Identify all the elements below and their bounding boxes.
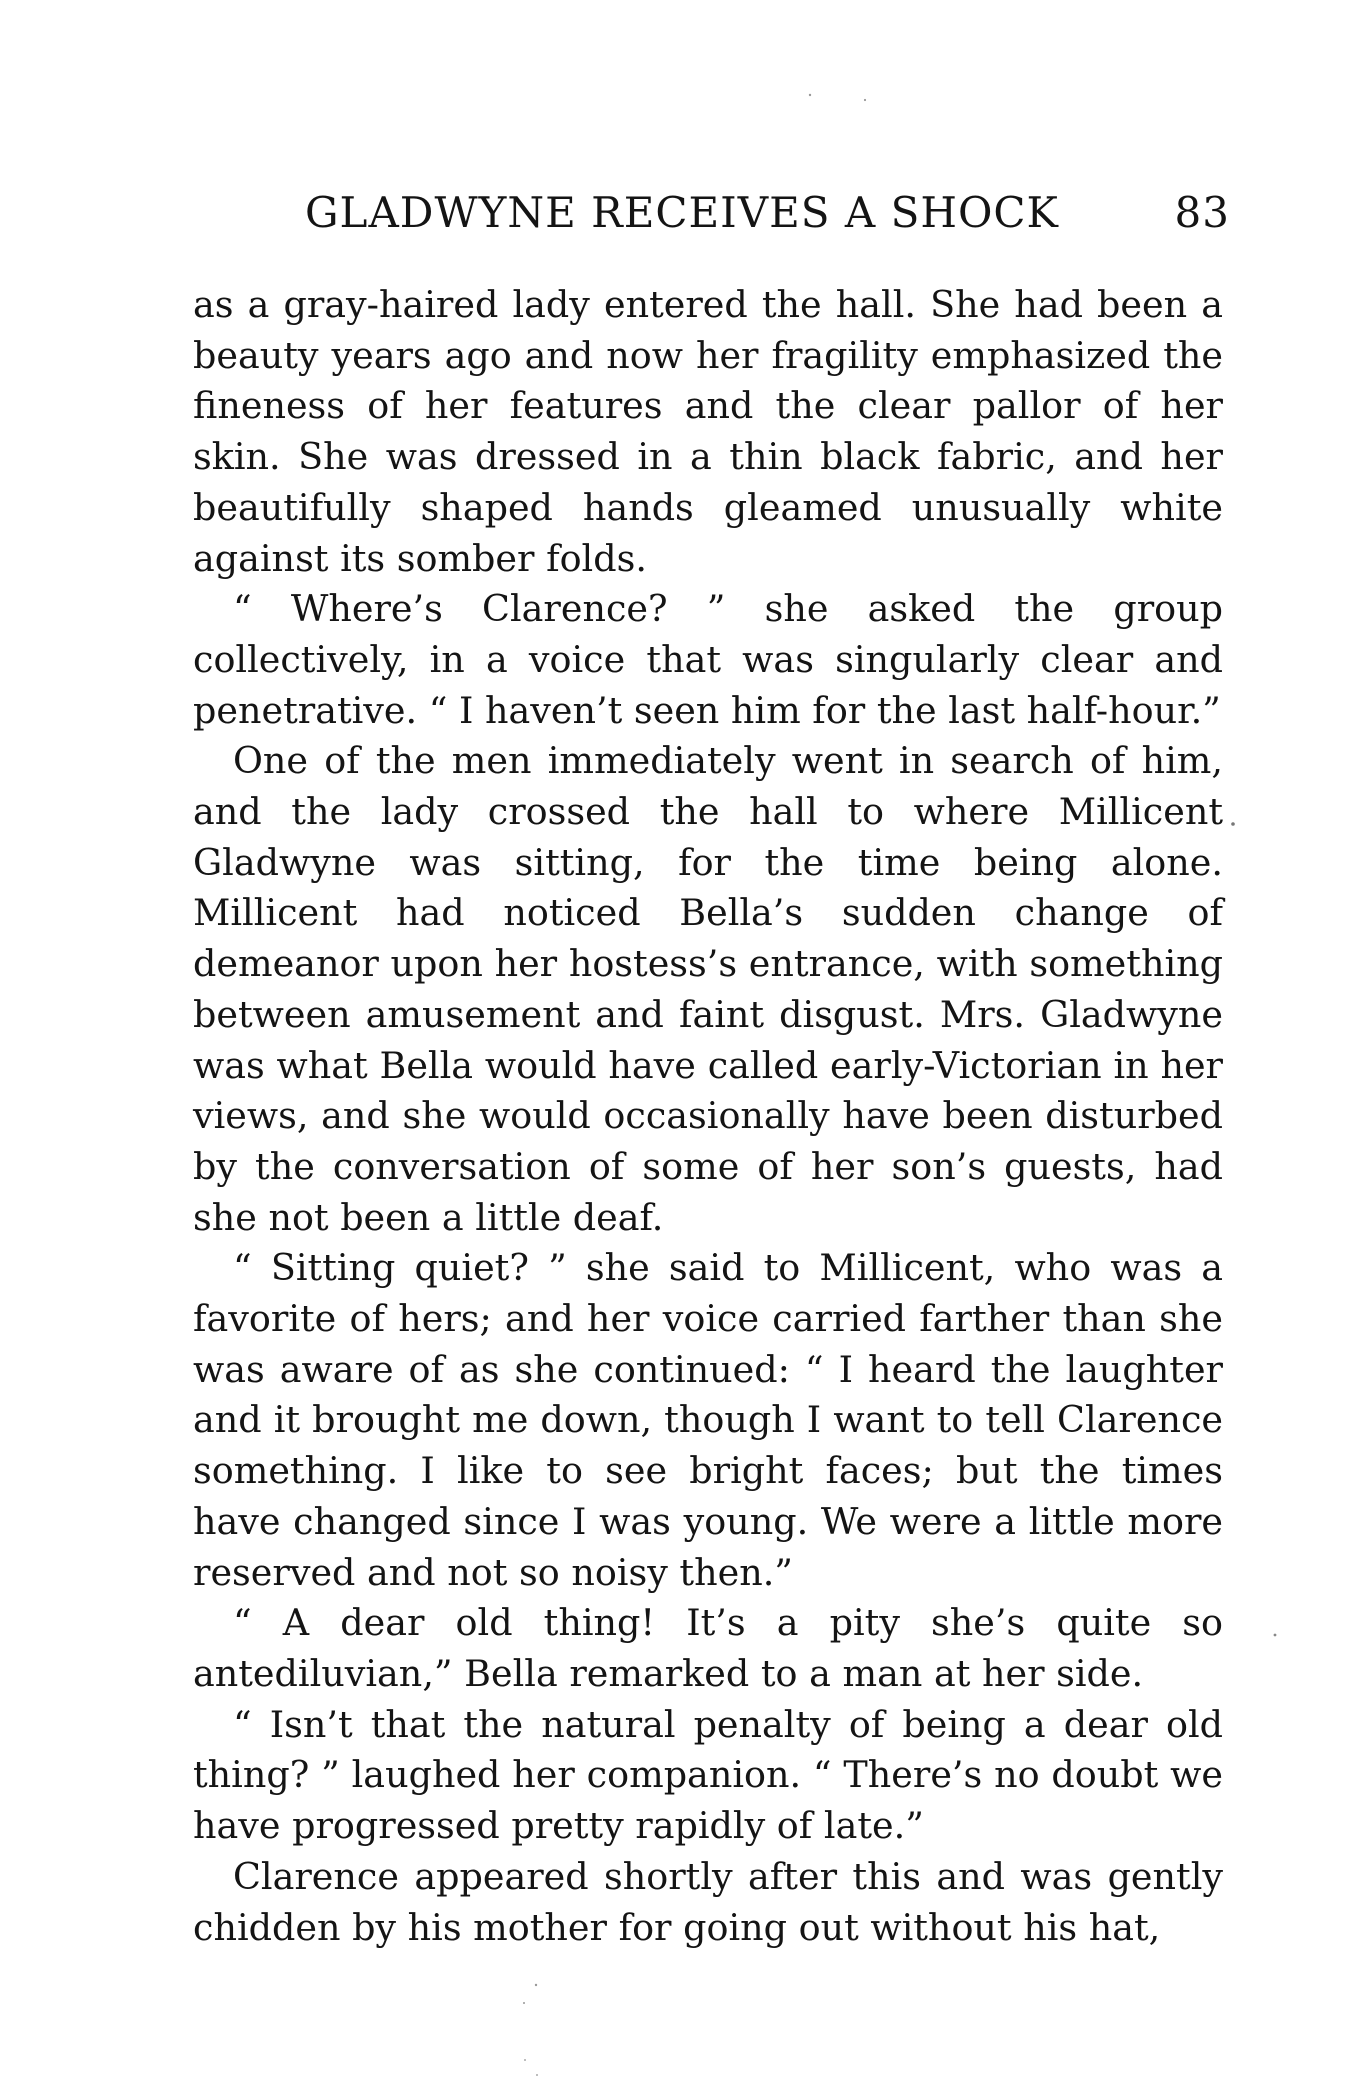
paragraph: “ Sitting quiet? ” she said to Millicent, who was a favorite of hers; and her voice carried farther than she was aware of as she continued: “ I heard the laughter and it brought me down, though I want to tell Clarence something. I like to see bright faces; but the times have changed since I was young. We were a little more reserved and not so noisy then.”	[193, 1246, 1223, 1594]
paragraph: One of the men immediately went in search of him, and the lady crossed the hall to where Millicent Gladwyne was sitting, for the time being alone. Millicent had noticed Bella’s sudden change of demeanor upon her hostess’s entrance, with something between amusement and faint disgust. Mrs. Gladwyne was what Bella would have called early-Victorian in her views, and she would occasionally have been disturbed by the conversation of some of her son’s guests, had she not been a little deaf.	[193, 739, 1223, 1239]
paragraph: “ Isn’t that the natural penalty of being a dear old thing? ” laughed her companion. “ There’s no doubt we have progressed pretty rapidly of late.”	[193, 1702, 1223, 1848]
ink-speck	[524, 2059, 526, 2061]
ink-speck	[1231, 822, 1235, 826]
paragraph: “ Where’s Clarence? ” she asked the group collectively, in a voice that was singularly clear and penetrative. “ I haven’t seen him for the last half-hour.”	[193, 587, 1223, 732]
paragraph: “ A dear old thing! It’s a pity she’s quite so antediluvian,” Bella remarked to a man at her side.	[193, 1601, 1223, 1695]
ink-speck	[809, 94, 811, 96]
ink-speck	[1274, 1634, 1277, 1637]
running-head	[305, 188, 1230, 236]
running-title: GLADWYNE RECEIVES A SHOCK	[305, 188, 1059, 237]
ink-speck	[523, 2002, 525, 2004]
page-number: 83	[1174, 188, 1230, 237]
paragraph: Clarence appeared shortly after this and was gently chidden by his mother for going out without his hat,	[193, 1854, 1223, 1949]
ink-speck	[864, 99, 866, 101]
ink-speck	[535, 1984, 537, 1986]
paragraph: as a gray-haired lady entered the hall. She had been a beauty years ago and now her fragility emphasized the fineness of her features and the clear pallor of her skin. She was dressed in a thin black fabric, and her beautifully shaped hands gleamed unusually white against its somber folds.	[193, 283, 1223, 580]
ink-speck	[536, 2074, 538, 2076]
body-text	[193, 280, 1223, 1953]
